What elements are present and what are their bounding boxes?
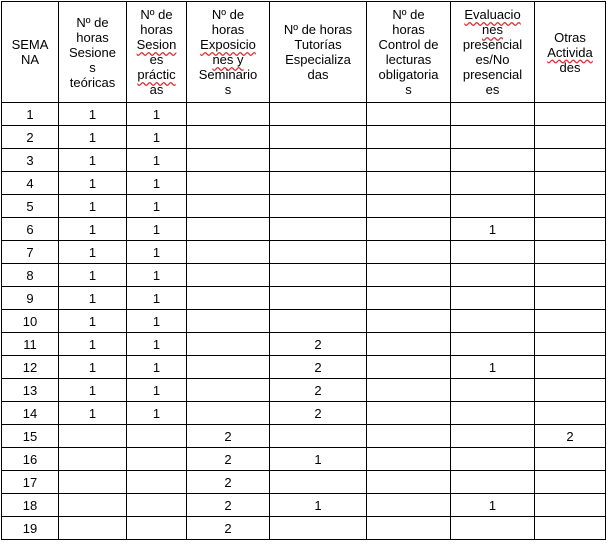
schedule-table — [1, 1, 606, 540]
cell-reading-control — [367, 126, 451, 149]
header-line: s — [89, 59, 96, 75]
cell-reading-control — [367, 356, 451, 379]
cell-reading-control — [367, 425, 451, 448]
cell-week: 15 — [2, 425, 59, 448]
cell-evaluations — [451, 103, 535, 126]
header-line: teóricas — [69, 74, 116, 90]
cell-theory: 1 — [59, 103, 127, 126]
cell-week: 4 — [2, 172, 59, 195]
cell-other — [535, 287, 606, 310]
cell-other — [535, 310, 606, 333]
cell-tutoring — [270, 310, 367, 333]
table-row — [2, 172, 606, 195]
cell-evaluations: 1 — [451, 218, 535, 241]
table-row — [2, 218, 606, 241]
cell-other — [535, 103, 606, 126]
table-row — [2, 402, 606, 425]
cell-reading-control — [367, 195, 451, 218]
cell-seminars: 2 — [187, 517, 270, 540]
cell-reading-control — [367, 241, 451, 264]
header-line: Activida — [547, 44, 593, 60]
cell-theory: 1 — [59, 149, 127, 172]
cell-theory: 1 — [59, 195, 127, 218]
cell-other — [535, 494, 606, 517]
header-line: Nº de horas — [283, 22, 353, 37]
cell-practice: 1 — [127, 195, 187, 218]
header-line: Exposicio — [200, 37, 256, 52]
header-line: es — [485, 82, 500, 97]
cell-reading-control — [367, 494, 451, 517]
cell-practice: 1 — [127, 310, 187, 333]
header-line: Otras — [554, 29, 586, 45]
header-line: Sesione — [69, 44, 116, 60]
cell-evaluations — [451, 126, 535, 149]
header-reading-control-hours — [367, 2, 451, 103]
cell-evaluations — [451, 241, 535, 264]
cell-theory — [59, 448, 127, 471]
table-row — [2, 310, 606, 333]
header-line: horas — [392, 22, 425, 37]
cell-week: 5 — [2, 195, 59, 218]
table-body — [2, 103, 606, 540]
table-row — [2, 379, 606, 402]
cell-week: 8 — [2, 264, 59, 287]
cell-seminars — [187, 218, 270, 241]
cell-seminars — [187, 333, 270, 356]
table-row — [2, 517, 606, 540]
cell-other — [535, 402, 606, 425]
header-line: práctic — [137, 67, 176, 82]
cell-week: 3 — [2, 149, 59, 172]
cell-seminars — [187, 126, 270, 149]
table-row — [2, 241, 606, 264]
header-line: horas — [211, 22, 245, 37]
cell-week: 18 — [2, 494, 59, 517]
cell-reading-control — [367, 149, 451, 172]
header-line: s — [224, 82, 232, 97]
cell-other — [535, 264, 606, 287]
header-line: Seminario — [198, 67, 258, 82]
table-row — [2, 333, 606, 356]
cell-evaluations — [451, 149, 535, 172]
header-line: Nº de — [392, 7, 425, 22]
cell-theory — [59, 471, 127, 494]
header-line: s — [405, 82, 412, 97]
header-theory-hours — [59, 2, 127, 103]
cell-practice: 1 — [127, 356, 187, 379]
table-row — [2, 471, 606, 494]
cell-practice: 1 — [127, 172, 187, 195]
cell-tutoring — [270, 103, 367, 126]
cell-evaluations — [451, 333, 535, 356]
header-line: SEMA — [11, 37, 49, 52]
cell-tutoring — [270, 241, 367, 264]
cell-week: 14 — [2, 402, 59, 425]
cell-other — [535, 356, 606, 379]
header-line: obligatoria — [378, 67, 439, 82]
cell-tutoring: 1 — [270, 448, 367, 471]
cell-seminars: 2 — [187, 448, 270, 471]
cell-seminars — [187, 195, 270, 218]
cell-week: 2 — [2, 126, 59, 149]
cell-reading-control — [367, 517, 451, 540]
cell-evaluations — [451, 287, 535, 310]
cell-reading-control — [367, 402, 451, 425]
cell-evaluations — [451, 402, 535, 425]
cell-reading-control — [367, 333, 451, 356]
cell-theory: 1 — [59, 241, 127, 264]
cell-seminars — [187, 356, 270, 379]
header-line: Control de — [378, 37, 439, 52]
cell-week: 1 — [2, 103, 59, 126]
header-line: des — [559, 59, 581, 75]
header-line: horas — [76, 29, 109, 45]
cell-evaluations — [451, 379, 535, 402]
cell-week: 13 — [2, 379, 59, 402]
cell-evaluations — [451, 264, 535, 287]
header-line: Tutorías — [294, 37, 342, 52]
cell-tutoring: 2 — [270, 356, 367, 379]
header-line: as — [149, 82, 164, 97]
cell-reading-control — [367, 172, 451, 195]
cell-evaluations: 1 — [451, 356, 535, 379]
header-evaluations — [451, 2, 535, 103]
header-seminar-hours — [187, 2, 270, 103]
table-row — [2, 494, 606, 517]
header-tutoring-hours — [270, 2, 367, 103]
header-row — [2, 2, 606, 103]
cell-reading-control — [367, 471, 451, 494]
header-line: presencial — [462, 37, 523, 52]
cell-theory: 1 — [59, 333, 127, 356]
header-line: Evaluacio — [464, 7, 521, 22]
header-line: presencial — [462, 67, 523, 82]
cell-week: 11 — [2, 333, 59, 356]
cell-theory — [59, 425, 127, 448]
cell-seminars: 2 — [187, 471, 270, 494]
cell-reading-control — [367, 218, 451, 241]
cell-theory: 1 — [59, 126, 127, 149]
cell-tutoring — [270, 149, 367, 172]
header-line: Especializa — [285, 52, 351, 67]
header-line: es/No — [475, 52, 510, 67]
cell-reading-control — [367, 287, 451, 310]
cell-other — [535, 379, 606, 402]
cell-practice: 1 — [127, 333, 187, 356]
cell-reading-control — [367, 103, 451, 126]
cell-practice: 1 — [127, 379, 187, 402]
cell-evaluations — [451, 425, 535, 448]
cell-reading-control — [367, 264, 451, 287]
cell-seminars: 2 — [187, 425, 270, 448]
cell-week: 10 — [2, 310, 59, 333]
table-row — [2, 103, 606, 126]
table-row — [2, 126, 606, 149]
header-line: Nº de — [211, 7, 245, 22]
header-line: es — [149, 52, 164, 67]
cell-evaluations — [451, 448, 535, 471]
header-line: Sesion — [136, 37, 177, 52]
cell-practice — [127, 448, 187, 471]
cell-other: 2 — [535, 425, 606, 448]
header-line: lecturas — [385, 52, 432, 67]
table-row — [2, 448, 606, 471]
cell-reading-control — [367, 379, 451, 402]
cell-seminars — [187, 149, 270, 172]
cell-seminars — [187, 310, 270, 333]
cell-week: 19 — [2, 517, 59, 540]
header-line: horas — [140, 22, 173, 37]
header-week — [2, 2, 59, 103]
cell-practice: 1 — [127, 149, 187, 172]
cell-other — [535, 471, 606, 494]
cell-tutoring — [270, 425, 367, 448]
cell-practice — [127, 517, 187, 540]
cell-evaluations — [451, 310, 535, 333]
cell-other — [535, 172, 606, 195]
cell-tutoring: 2 — [270, 379, 367, 402]
cell-theory: 1 — [59, 218, 127, 241]
cell-practice — [127, 494, 187, 517]
cell-seminars — [187, 379, 270, 402]
cell-week: 6 — [2, 218, 59, 241]
cell-seminars — [187, 241, 270, 264]
cell-seminars — [187, 402, 270, 425]
cell-week: 7 — [2, 241, 59, 264]
cell-theory: 1 — [59, 310, 127, 333]
cell-tutoring: 2 — [270, 333, 367, 356]
cell-tutoring — [270, 287, 367, 310]
cell-reading-control — [367, 448, 451, 471]
cell-other — [535, 241, 606, 264]
header-line: Nº de — [140, 7, 173, 22]
cell-other — [535, 195, 606, 218]
cell-seminars — [187, 264, 270, 287]
cell-practice: 1 — [127, 287, 187, 310]
cell-other — [535, 149, 606, 172]
cell-tutoring — [270, 218, 367, 241]
cell-seminars — [187, 103, 270, 126]
cell-evaluations — [451, 517, 535, 540]
cell-theory: 1 — [59, 402, 127, 425]
cell-tutoring: 2 — [270, 402, 367, 425]
cell-practice: 1 — [127, 218, 187, 241]
cell-other — [535, 218, 606, 241]
header-line: NA — [20, 52, 40, 67]
cell-other — [535, 448, 606, 471]
header-line: nes — [482, 22, 503, 37]
cell-tutoring — [270, 195, 367, 218]
cell-evaluations — [451, 172, 535, 195]
cell-tutoring — [270, 517, 367, 540]
cell-practice: 1 — [127, 241, 187, 264]
cell-tutoring — [270, 126, 367, 149]
header-other-activities — [535, 2, 606, 103]
cell-practice: 1 — [127, 126, 187, 149]
cell-other — [535, 517, 606, 540]
table-row — [2, 356, 606, 379]
cell-theory: 1 — [59, 379, 127, 402]
cell-practice: 1 — [127, 264, 187, 287]
cell-practice: 1 — [127, 402, 187, 425]
cell-reading-control — [367, 310, 451, 333]
cell-theory: 1 — [59, 356, 127, 379]
cell-tutoring — [270, 471, 367, 494]
cell-tutoring — [270, 172, 367, 195]
cell-week: 16 — [2, 448, 59, 471]
cell-seminars — [187, 287, 270, 310]
header-line: das — [307, 67, 329, 82]
cell-theory: 1 — [59, 287, 127, 310]
cell-tutoring: 1 — [270, 494, 367, 517]
header-line: Nº de — [76, 14, 109, 30]
cell-evaluations: 1 — [451, 494, 535, 517]
table-row — [2, 149, 606, 172]
cell-theory: 1 — [59, 264, 127, 287]
header-practice-hours — [127, 2, 187, 103]
cell-practice — [127, 471, 187, 494]
cell-seminars — [187, 172, 270, 195]
cell-week: 12 — [2, 356, 59, 379]
cell-other — [535, 126, 606, 149]
table-row — [2, 425, 606, 448]
cell-theory: 1 — [59, 172, 127, 195]
table-row — [2, 264, 606, 287]
cell-week: 17 — [2, 471, 59, 494]
cell-evaluations — [451, 471, 535, 494]
cell-practice: 1 — [127, 103, 187, 126]
cell-practice — [127, 425, 187, 448]
cell-seminars: 2 — [187, 494, 270, 517]
header-line: nes y — [212, 52, 244, 67]
cell-other — [535, 333, 606, 356]
cell-evaluations — [451, 195, 535, 218]
cell-tutoring — [270, 264, 367, 287]
cell-week: 9 — [2, 287, 59, 310]
table-row — [2, 287, 606, 310]
table-row — [2, 195, 606, 218]
cell-theory — [59, 494, 127, 517]
cell-theory — [59, 517, 127, 540]
